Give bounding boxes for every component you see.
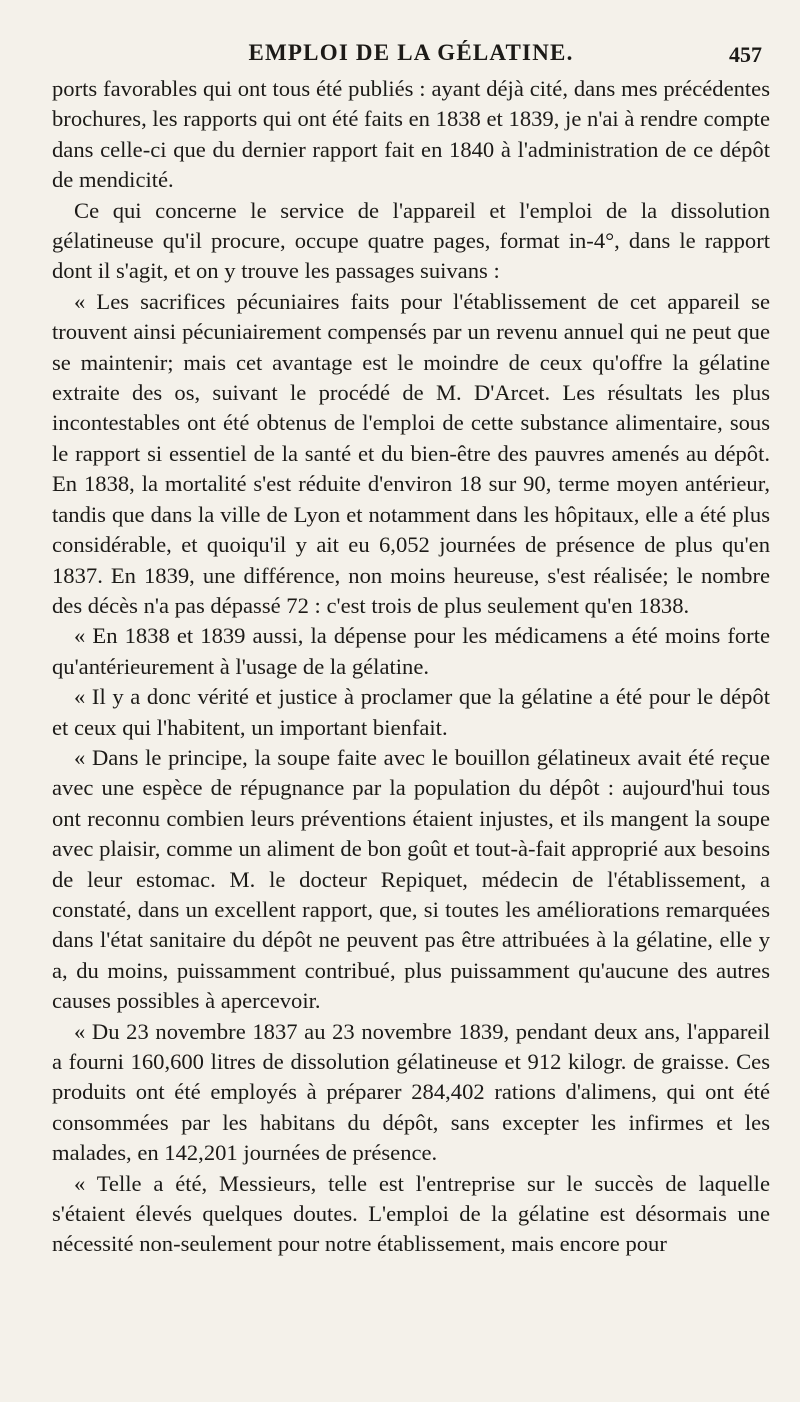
quoted-paragraph-continues: « Telle a été, Messieurs, telle est l'entreprise sur le succès de laquelle s'étaient élevés quelques doutes. L'emploi de la gélatine est désormais une nécessité non-seulement pour notre établissement, mais encore pour: [52, 1170, 770, 1257]
page-number: 457: [729, 42, 762, 67]
quoted-paragraph: « Il y a donc vérité et justice à proclamer que la gélatine a été pour le dépôt et ceux qui l'habitent, un important bienfait.: [52, 684, 770, 740]
quoted-paragraph: « Les sacrifices pécuniaires faits pour l'établissement de cet appareil se trouvent ainsi pécuniairement compensés par un revenu annuel qui ne peut que se maintenir; mais cet avantage est le moindre de ceux qu'offre la gélatine extraite des os, suivant le procédé de M. D'Arcet. Les résultats les plus incontestables ont été obtenus de l'emploi de cette substance alimentaire, sous le rapport si essentiel de la santé et du bien-être des pauvres amenés au dépôt. En 1838, la mortalité s'est réduite d'environ 18 sur 90, terme moyen antérieur, tandis que dans la ville de Lyon et notamment dans les hôpitaux, elle a été plus considérable, et quoiqu'il y ait eu 6,052 journées de présence de plus qu'en 1837. En 1839, une différence, non moins heureuse, s'est réalisée; le nombre des décès n'a pas dépassé 72 : c'est trois de plus seulement qu'en 1838.: [52, 288, 770, 618]
quoted-paragraph: « Du 23 novembre 1837 au 23 novembre 1839, pendant deux ans, l'appareil a fourni 160,600 litres de dissolution gélatineuse et 912 kilogr. de graisse. Ces produits ont été employés à préparer 284,402 rations d'alimens, qui ont été consommées par les habitans du dépôt, sans excepter les infirmes et les malades, en 142,201 journées de présence.: [52, 1018, 770, 1166]
quoted-paragraph: « En 1838 et 1839 aussi, la dépense pour les médicamens a été moins forte qu'antérieurement à l'usage de la gélatine.: [52, 623, 770, 679]
paragraph-continuation: ports favorables qui ont tous été publiés : ayant déjà cité, dans mes précédentes brochures, les rapports qui ont été faits en 1838 et 1839, je n'ai à rendre compte dans celle-ci que du dernier rapport fait en 1840 à l'administration de ce dépôt de mendicité.: [52, 76, 770, 193]
quoted-paragraph: « Dans le principe, la soupe faite avec le bouillon gélatineux avait été reçue avec une espèce de répugnance par la population du dépôt : aujourd'hui tous ont reconnu combien leurs préventions étaient injustes, et ils mangent la soupe avec plaisir, comme un aliment de bon goût et tout-à-fait approprié aux besoins de leur estomac. M. le docteur Repiquet, médecin de l'établissement, a constaté, dans un excellent rapport, que, si toutes les améliorations remarquées dans l'état sanitaire du dépôt ne peuvent pas être attribuées à la gélatine, elle y a, du moins, puissamment contribué, plus puissamment qu'aucune des autres causes possibles à apercevoir.: [52, 744, 770, 1014]
running-title: EMPLOI DE LA GÉLATINE.: [248, 40, 574, 65]
book-page: [52, 38, 770, 1378]
paragraph: Ce qui concerne le service de l'appareil et l'emploi de la dissolution gélatineuse qu'il procure, occupe quatre pages, format in-4°, dans le rapport dont il s'agit, et on y trouve les passages suivans :: [52, 197, 770, 284]
running-head: [52, 38, 770, 74]
body-text: [52, 74, 770, 1260]
